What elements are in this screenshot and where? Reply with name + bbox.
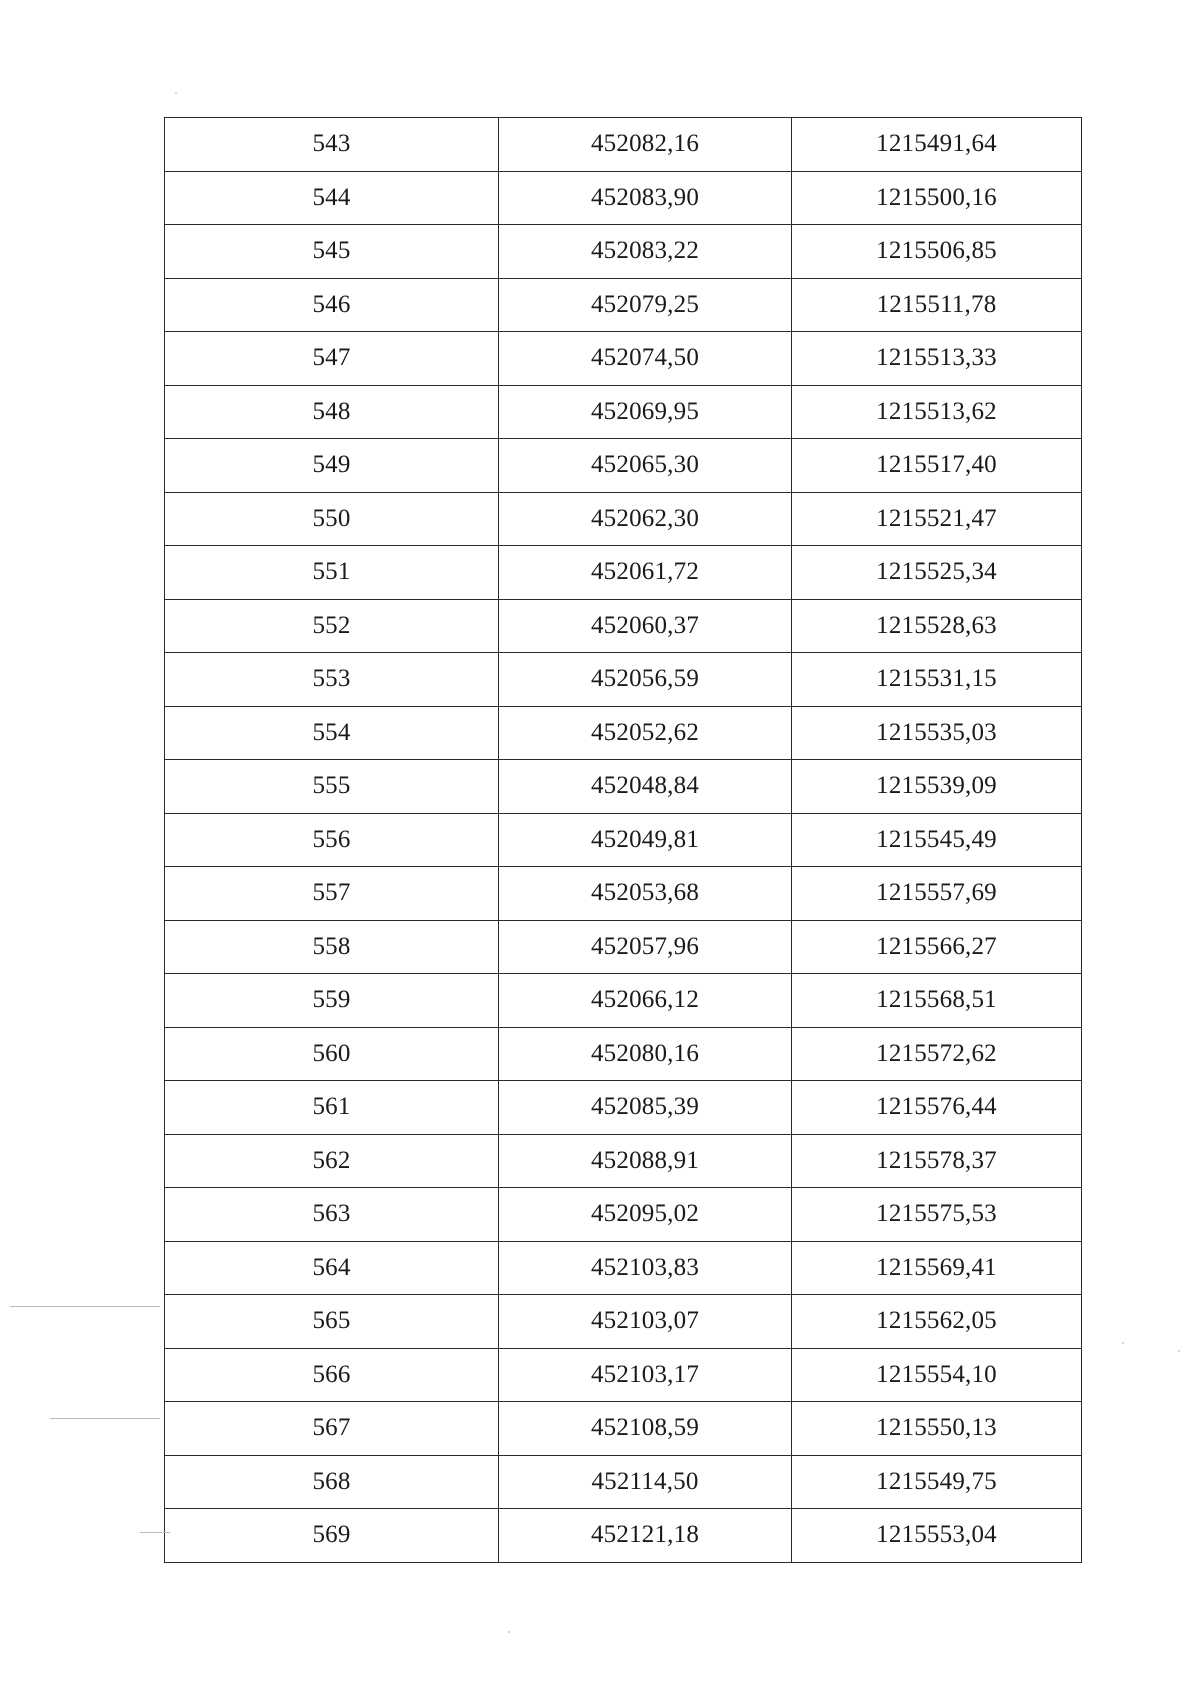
table-row <box>165 1027 1082 1081</box>
point-number-cell: 556 <box>165 813 499 867</box>
x-coordinate-cell: 452103,17 <box>499 1348 792 1402</box>
y-coordinate-cell: 1215562,05 <box>792 1295 1082 1349</box>
x-coordinate-cell: 452083,90 <box>499 171 792 225</box>
x-coordinate-cell: 452056,59 <box>499 653 792 707</box>
table-row <box>165 1402 1082 1456</box>
x-coordinate-cell: 452052,62 <box>499 706 792 760</box>
y-coordinate-cell: 1215506,85 <box>792 225 1082 279</box>
point-number-cell: 566 <box>165 1348 499 1402</box>
y-coordinate-cell: 1215568,51 <box>792 974 1082 1028</box>
table-row <box>165 1188 1082 1242</box>
point-number-cell: 558 <box>165 920 499 974</box>
table-row <box>165 118 1082 172</box>
scan-artifact-dot <box>508 1631 510 1633</box>
y-coordinate-cell: 1215554,10 <box>792 1348 1082 1402</box>
y-coordinate-cell: 1215491,64 <box>792 118 1082 172</box>
x-coordinate-cell: 452088,91 <box>499 1134 792 1188</box>
point-number-cell: 561 <box>165 1081 499 1135</box>
x-coordinate-cell: 452061,72 <box>499 546 792 600</box>
scan-artifact-dot <box>1178 1350 1180 1352</box>
y-coordinate-cell: 1215521,47 <box>792 492 1082 546</box>
point-number-cell: 554 <box>165 706 499 760</box>
scan-artifact-line <box>50 1418 160 1419</box>
x-coordinate-cell: 452069,95 <box>499 385 792 439</box>
point-number-cell: 544 <box>165 171 499 225</box>
coordinates-table <box>164 117 1082 1563</box>
point-number-cell: 565 <box>165 1295 499 1349</box>
x-coordinate-cell: 452079,25 <box>499 278 792 332</box>
point-number-cell: 543 <box>165 118 499 172</box>
y-coordinate-cell: 1215500,16 <box>792 171 1082 225</box>
point-number-cell: 562 <box>165 1134 499 1188</box>
y-coordinate-cell: 1215575,53 <box>792 1188 1082 1242</box>
y-coordinate-cell: 1215539,09 <box>792 760 1082 814</box>
table-row <box>165 867 1082 921</box>
table-row <box>165 439 1082 493</box>
point-number-cell: 560 <box>165 1027 499 1081</box>
table-row <box>165 1295 1082 1349</box>
x-coordinate-cell: 452074,50 <box>499 332 792 386</box>
x-coordinate-cell: 452053,68 <box>499 867 792 921</box>
table-row <box>165 920 1082 974</box>
x-coordinate-cell: 452114,50 <box>499 1455 792 1509</box>
point-number-cell: 552 <box>165 599 499 653</box>
point-number-cell: 557 <box>165 867 499 921</box>
y-coordinate-cell: 1215576,44 <box>792 1081 1082 1135</box>
y-coordinate-cell: 1215557,69 <box>792 867 1082 921</box>
table-row <box>165 1134 1082 1188</box>
table-row <box>165 278 1082 332</box>
scan-artifact-line <box>10 1306 160 1307</box>
table-row <box>165 225 1082 279</box>
table-row <box>165 546 1082 600</box>
y-coordinate-cell: 1215511,78 <box>792 278 1082 332</box>
coordinates-table-body <box>165 118 1082 1563</box>
table-row <box>165 813 1082 867</box>
x-coordinate-cell: 452083,22 <box>499 225 792 279</box>
x-coordinate-cell: 452080,16 <box>499 1027 792 1081</box>
table-row <box>165 385 1082 439</box>
table-row <box>165 760 1082 814</box>
table-row <box>165 599 1082 653</box>
scan-artifact-line <box>140 1532 170 1533</box>
y-coordinate-cell: 1215525,34 <box>792 546 1082 600</box>
table-row <box>165 653 1082 707</box>
table-row <box>165 1241 1082 1295</box>
point-number-cell: 546 <box>165 278 499 332</box>
point-number-cell: 545 <box>165 225 499 279</box>
point-number-cell: 569 <box>165 1509 499 1563</box>
point-number-cell: 551 <box>165 546 499 600</box>
x-coordinate-cell: 452082,16 <box>499 118 792 172</box>
point-number-cell: 563 <box>165 1188 499 1242</box>
table-row <box>165 1081 1082 1135</box>
y-coordinate-cell: 1215535,03 <box>792 706 1082 760</box>
x-coordinate-cell: 452121,18 <box>499 1509 792 1563</box>
y-coordinate-cell: 1215566,27 <box>792 920 1082 974</box>
table-row <box>165 1455 1082 1509</box>
table-row <box>165 1509 1082 1563</box>
point-number-cell: 568 <box>165 1455 499 1509</box>
y-coordinate-cell: 1215549,75 <box>792 1455 1082 1509</box>
y-coordinate-cell: 1215545,49 <box>792 813 1082 867</box>
point-number-cell: 548 <box>165 385 499 439</box>
x-coordinate-cell: 452060,37 <box>499 599 792 653</box>
y-coordinate-cell: 1215578,37 <box>792 1134 1082 1188</box>
x-coordinate-cell: 452103,07 <box>499 1295 792 1349</box>
y-coordinate-cell: 1215572,62 <box>792 1027 1082 1081</box>
table-row <box>165 1348 1082 1402</box>
point-number-cell: 547 <box>165 332 499 386</box>
scan-artifact-dot <box>175 92 177 94</box>
table-row <box>165 171 1082 225</box>
table-row <box>165 332 1082 386</box>
y-coordinate-cell: 1215513,33 <box>792 332 1082 386</box>
y-coordinate-cell: 1215553,04 <box>792 1509 1082 1563</box>
point-number-cell: 553 <box>165 653 499 707</box>
point-number-cell: 555 <box>165 760 499 814</box>
scan-artifact-dot <box>1122 1342 1124 1344</box>
y-coordinate-cell: 1215531,15 <box>792 653 1082 707</box>
table-row <box>165 974 1082 1028</box>
table-row <box>165 706 1082 760</box>
y-coordinate-cell: 1215550,13 <box>792 1402 1082 1456</box>
point-number-cell: 567 <box>165 1402 499 1456</box>
point-number-cell: 564 <box>165 1241 499 1295</box>
x-coordinate-cell: 452062,30 <box>499 492 792 546</box>
x-coordinate-cell: 452066,12 <box>499 974 792 1028</box>
point-number-cell: 559 <box>165 974 499 1028</box>
x-coordinate-cell: 452057,96 <box>499 920 792 974</box>
x-coordinate-cell: 452103,83 <box>499 1241 792 1295</box>
x-coordinate-cell: 452085,39 <box>499 1081 792 1135</box>
x-coordinate-cell: 452108,59 <box>499 1402 792 1456</box>
y-coordinate-cell: 1215513,62 <box>792 385 1082 439</box>
table-row <box>165 492 1082 546</box>
point-number-cell: 549 <box>165 439 499 493</box>
x-coordinate-cell: 452049,81 <box>499 813 792 867</box>
x-coordinate-cell: 452065,30 <box>499 439 792 493</box>
x-coordinate-cell: 452048,84 <box>499 760 792 814</box>
y-coordinate-cell: 1215528,63 <box>792 599 1082 653</box>
y-coordinate-cell: 1215517,40 <box>792 439 1082 493</box>
y-coordinate-cell: 1215569,41 <box>792 1241 1082 1295</box>
point-number-cell: 550 <box>165 492 499 546</box>
x-coordinate-cell: 452095,02 <box>499 1188 792 1242</box>
